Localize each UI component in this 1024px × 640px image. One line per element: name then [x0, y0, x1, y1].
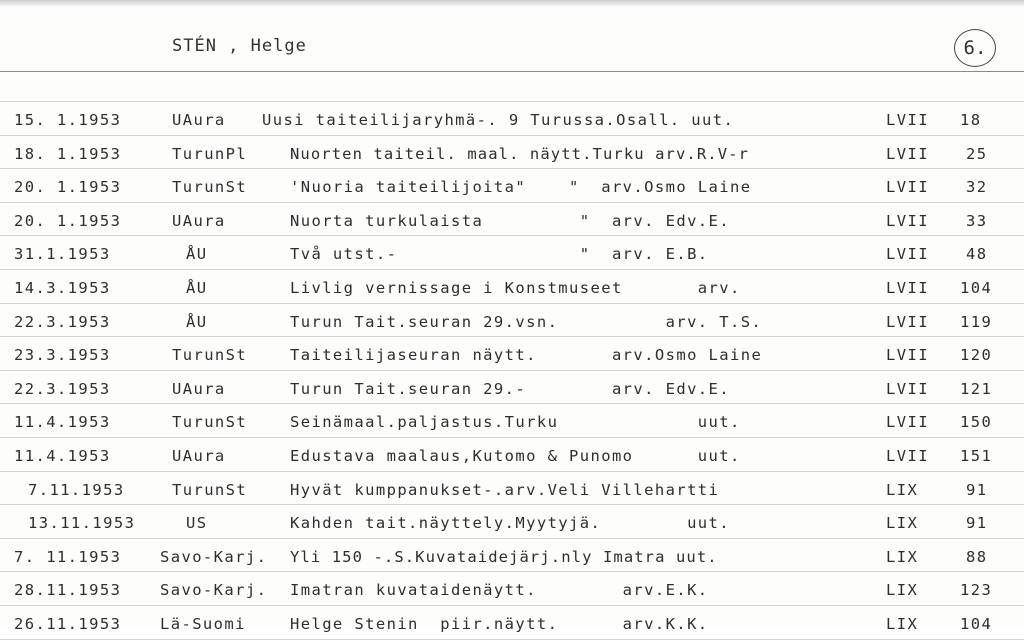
entry-page: 119: [960, 312, 993, 331]
entry-date: 15. 1.1953: [14, 111, 122, 129]
list-item: [0, 370, 1024, 404]
list-item: [0, 504, 1024, 538]
entry-title: Taiteilijaseuran näytt. arv.Osmo Laine: [290, 346, 763, 365]
entry-date: 22.3.1953: [14, 312, 111, 331]
entry-newspaper: UAura: [172, 379, 226, 398]
entry-newspaper: TurunSt: [172, 178, 248, 197]
entry-page: 151: [960, 446, 993, 465]
entries-list: [0, 101, 1024, 640]
list-item: [0, 605, 1024, 640]
entry-page: 121: [960, 379, 993, 398]
entry-title: Nuorten taiteil. maal. näytt.Turku arv.R.V-r: [290, 144, 749, 163]
entry-date: 20. 1.1953: [14, 178, 122, 197]
entry-title: Turun Tait.seuran 29.vsn. arv. T.S.: [290, 312, 763, 331]
entry-title: Seinämaal.paljastus.Turku uut.: [290, 413, 741, 432]
entry-page: 91: [966, 480, 988, 499]
entry-date: 11.4.1953: [14, 413, 111, 432]
entry-title: Hyvät kumppanukset-.arv.Veli Villehartti: [290, 480, 720, 499]
entry-page: 48: [966, 245, 988, 264]
entry-page: 91: [966, 514, 988, 533]
list-item: [0, 571, 1024, 605]
entry-newspaper: Savo-Karj.: [160, 581, 268, 600]
entry-volume: LVII: [886, 278, 929, 297]
entry-title: Livlig vernissage i Konstmuseet arv.: [290, 278, 741, 297]
entry-newspaper: UAura: [172, 111, 226, 129]
list-item: [0, 403, 1024, 437]
entry-page: 120: [960, 346, 993, 365]
list-item: [0, 235, 1024, 269]
entry-volume: LVII: [886, 346, 929, 365]
entry-newspaper: Lä-Suomi: [160, 614, 246, 633]
entry-volume: LVII: [886, 245, 929, 264]
entry-volume: LVII: [886, 312, 929, 331]
entry-date: 23.3.1953: [14, 346, 111, 365]
entry-newspaper: UAura: [172, 446, 226, 465]
entry-volume: LIX: [886, 547, 919, 566]
entry-volume: LVII: [886, 413, 929, 432]
list-item: [0, 135, 1024, 169]
entry-title: Edustava maalaus,Kutomo & Punomo uut.: [290, 446, 741, 465]
entry-title: Uusi taiteilijaryhmä-. 9 Turussa.Osall. uut.: [262, 111, 735, 129]
header-rule: [0, 71, 1024, 72]
entry-volume: LIX: [886, 614, 919, 633]
entry-volume: LIX: [886, 480, 919, 499]
entry-page: 150: [960, 413, 993, 432]
list-item: [0, 202, 1024, 236]
entry-date: 28.11.1953: [14, 581, 122, 600]
entry-newspaper: ÅU: [186, 312, 208, 331]
entry-newspaper: TurunSt: [172, 346, 248, 365]
entry-date: 11.4.1953: [14, 446, 111, 465]
entry-page: 33: [966, 211, 988, 230]
list-item: [0, 168, 1024, 202]
entry-page: 25: [966, 144, 988, 163]
entry-page: 88: [966, 547, 988, 566]
list-item: [0, 437, 1024, 471]
entry-title: Turun Tait.seuran 29.- arv. Edv.E.: [290, 379, 731, 398]
entry-newspaper: TurunSt: [172, 480, 248, 499]
entry-page: 18: [960, 111, 982, 129]
entry-volume: LIX: [886, 514, 919, 533]
entry-volume: LVII: [886, 379, 929, 398]
entry-newspaper: ÅU: [186, 245, 208, 264]
entry-date: 22.3.1953: [14, 379, 111, 398]
entry-date: 18. 1.1953: [14, 144, 122, 163]
entry-date: 7.11.1953: [28, 480, 125, 499]
entry-title: Yli 150 -.S.Kuvataidejärj.nly Imatra uut.: [290, 547, 718, 566]
entry-newspaper: UAura: [172, 211, 226, 230]
entry-date: 7. 11.1953: [14, 547, 122, 566]
entry-volume: LVII: [886, 144, 929, 163]
entry-volume: LVII: [886, 211, 929, 230]
list-item: [0, 538, 1024, 572]
entry-volume: LVII: [886, 446, 929, 465]
entry-date: 20. 1.1953: [14, 211, 122, 230]
entry-newspaper: Savo-Karj.: [160, 547, 268, 566]
entry-date: 26.11.1953: [14, 614, 122, 633]
entry-page: 104: [960, 614, 993, 633]
entry-date: 14.3.1953: [14, 278, 111, 297]
entry-date: 31.1.1953: [14, 245, 111, 264]
card-heading-name: STÉN , Helge: [172, 36, 307, 56]
card-top-edge: [0, 0, 1024, 6]
entry-page: 123: [960, 581, 993, 600]
entry-page: 32: [966, 178, 988, 197]
entry-newspaper: ÅU: [186, 278, 208, 297]
entry-page: 104: [960, 278, 993, 297]
entry-newspaper: TurunPl: [172, 144, 248, 163]
entry-volume: LVII: [886, 178, 929, 197]
entry-newspaper: TurunSt: [172, 413, 248, 432]
entry-newspaper: US: [186, 514, 208, 533]
list-item: [0, 471, 1024, 505]
entry-title: Två utst.- " arv. E.B.: [290, 245, 709, 264]
entry-volume: LVII: [886, 111, 929, 129]
list-item: [0, 336, 1024, 370]
card-number-circle: 6.: [954, 29, 996, 67]
entry-title: 'Nuoria taiteilijoita" " arv.Osmo Laine: [290, 178, 752, 197]
entry-title: Nuorta turkulaista " arv. Edv.E.: [290, 211, 731, 230]
entry-title: Imatran kuvataidenäytt. arv.E.K.: [290, 581, 709, 600]
list-item: [0, 303, 1024, 337]
entry-volume: LIX: [886, 581, 919, 600]
entry-title: Kahden tait.näyttely.Myytyjä. uut.: [290, 514, 731, 533]
list-item: [0, 101, 1024, 135]
entry-date: 13.11.1953: [28, 514, 136, 533]
list-item: [0, 269, 1024, 303]
entry-title: Helge Stenin piir.näytt. arv.K.K.: [290, 614, 709, 633]
